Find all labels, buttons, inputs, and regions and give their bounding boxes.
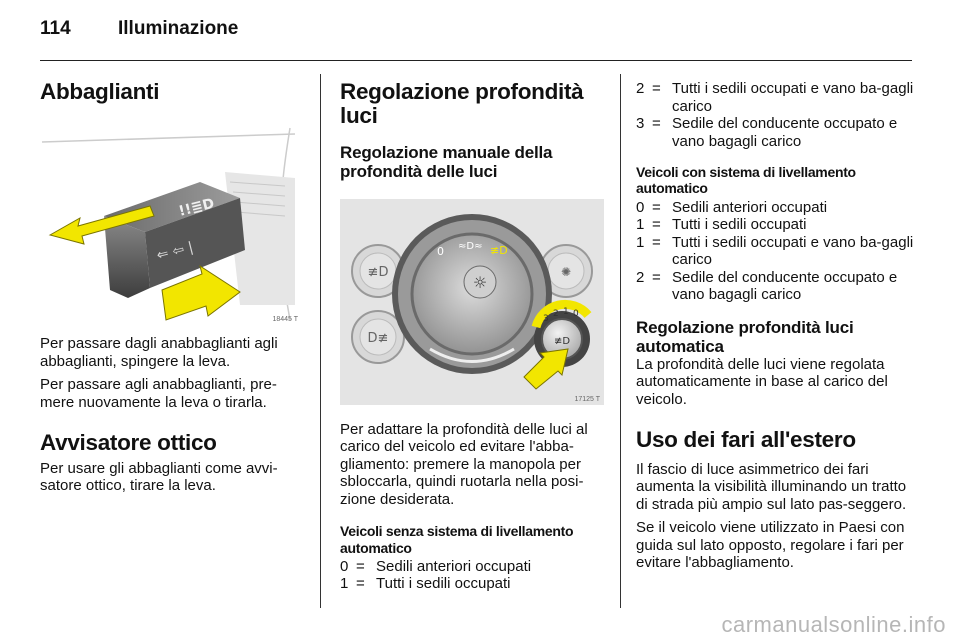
watermark: carmanualsonline.info [721,612,946,637]
paragraph: Se il veicolo viene utilizzato in Paesi con guida sul lato opposto, regolare i fari per evitare l'abbagliamento. [636,519,905,572]
header-rule [40,60,912,61]
list-item: 3 = Sedile del conducente occupato e vano bagagli carico [636,115,898,150]
subheading-manual: Regolazione manuale della profondità delle luci [340,142,553,181]
column-1 [40,76,302,495]
lever-svg [40,120,302,325]
svg-text:0: 0 [573,308,579,319]
heading-regolazione-profondita: Regolazione profondità luci [340,79,584,129]
svg-text:3: 3 [543,313,549,324]
svg-text:1: 1 [563,306,569,317]
section-title: Illuminazione [118,18,239,39]
heading-avvisatore-ottico: Avvisatore ottico [40,430,217,456]
list-item: 2 = Sedile del conducente occupato e vano bagagli carico [636,268,898,304]
list-item: 1 = Tutti i sedili occupati e vano ba-gagli carico [636,233,914,269]
page-header [40,18,238,40]
heading-uso-fari-estero: Uso dei fari all'estero [636,427,856,453]
paragraph: La profondità delle luci viene regolata automaticamente in base al carico del veicolo. [636,355,888,408]
heading-abbaglianti: Abbaglianti [40,79,160,104]
figure-code: 17125 T [574,395,600,403]
column-2 [340,76,604,593]
paragraph: Per passare dagli anabbaglianti agli abbaglianti, spingere la leva. [40,335,278,370]
figure-code: 18445 T [272,316,298,324]
load-list-continued [636,80,914,150]
dial-label: 0 [437,244,444,258]
page-number: 114 [40,18,71,39]
svg-text:≈D≈: ≈D≈ [458,240,483,252]
svg-text:⇐ ⇦ |: ⇐ ⇦ | [155,239,195,265]
paragraph: Per usare gli abbaglianti come avvi-satore ottico, tirare la leva. [40,459,278,495]
paragraph: Il fascio di luce asimmetrico dei fari aumenta la visibilità illuminando un tratto di strada più ampio sul lato pas-seggero. [636,460,907,513]
list-item: 1 = Tutti i sedili occupati [340,575,511,593]
paragraph: Per adattare la profondità delle luci al carico del veicolo ed evitare l'abba-gliamento: premere la manopola per sbloccarla, quindi ruotarla nella posi-zione desiderata. [340,420,588,508]
headlight-range-dial-illustration [340,199,604,405]
svg-text:!!≣D: !!≣D [177,195,217,221]
subheading-no-auto: Veicoli senza sistema di livellamento automatico [340,523,574,556]
svg-text:2: 2 [553,308,559,319]
column-divider [620,74,621,608]
load-list [340,558,604,593]
column-3 [636,76,914,572]
svg-text:☼: ☼ [472,272,488,292]
list-item: 0 = Sedili anteriori occupati [636,198,828,216]
dial-svg [340,199,604,405]
list-item: 1 = Tutti i sedili occupati [636,216,807,234]
svg-text:D≢: D≢ [367,330,389,346]
list-item: 2 = Tutti i sedili occupati e vano ba-gagli carico [636,80,914,115]
auto-load-list [636,199,914,304]
svg-text:≢D: ≢D [490,243,508,257]
paragraph: Per passare agli anabbaglianti, pre-mere nuovamente la leva o tirarla. [40,376,277,411]
heading-auto-range: Regolazione profondità luci automatica [636,317,854,356]
svg-text:✺: ✺ [560,264,572,279]
subheading-with-auto: Veicoli con sistema di livellamento automatico [636,164,856,197]
svg-text:≢D: ≢D [554,335,571,347]
list-item: 0 = Sedili anteriori occupati [340,557,532,575]
column-divider [320,74,321,608]
high-beam-lever-illustration [40,120,302,325]
svg-text:≢D: ≢D [367,264,389,280]
